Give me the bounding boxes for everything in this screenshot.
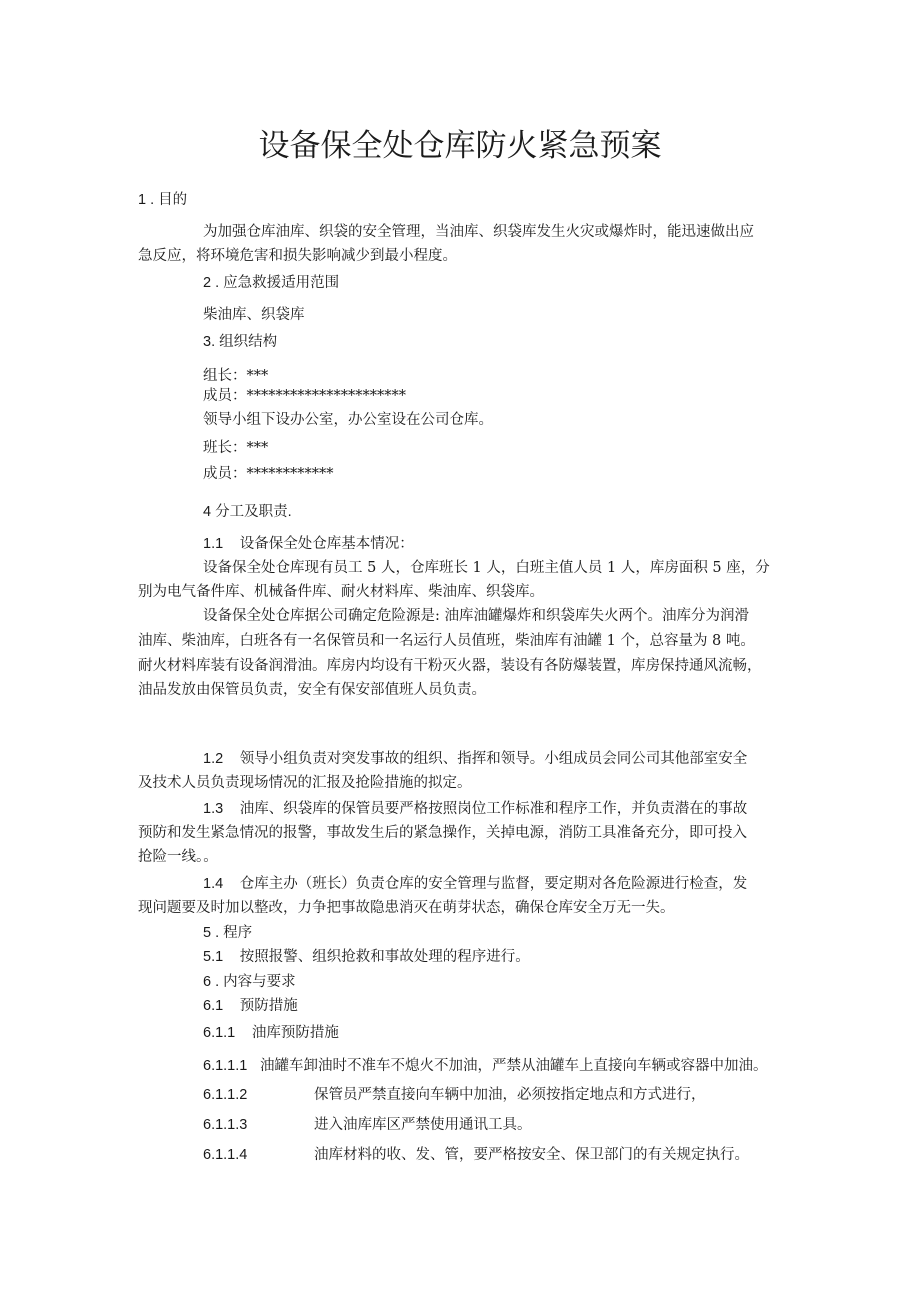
section-4-2-line-1 — [203, 752, 747, 767]
section-6-1-1-1 — [203, 1059, 767, 1074]
section-4-1-p1-line-1: 设备保全处仓库现有员工 5 人，仓库班长 1 人，白班主值人员 1 人，库房面积 5 座，分 — [203, 560, 770, 576]
section-5-heading: 5 . 程序 — [203, 925, 253, 941]
section-4-4-number: 1.4 — [203, 876, 224, 892]
section-6-heading: 6 . 内容与要求 — [203, 974, 296, 990]
section-6-1-1-4-number: 6.1.1.4 — [203, 1147, 248, 1163]
section-6-1-1-4-text: 油库材料的收、发、管，要严格按安全、保卫部门的有关规定执行。 — [314, 1147, 749, 1163]
section-6-1-text: 预防措施 — [239, 998, 298, 1014]
section-6-1-number: 6.1 — [203, 998, 224, 1014]
section-6-1-1-2-text: 保管员严禁直接向车辆中加油，必须按指定地点和方式进行， — [314, 1087, 706, 1103]
section-6-1-1 — [203, 1026, 339, 1041]
section-3-shift-members: 成员：************ — [203, 466, 334, 482]
section-6-1-1-3-number: 6.1.1.3 — [203, 1117, 248, 1133]
section-4-1-p1-line-2: 别为电气备件库、机械备件库、耐火材料库、柴油库、织袋库。 — [138, 584, 544, 600]
section-4-4-line-2: 现问题要及时加以整改，力争把事故隐患消灭在萌芽状态，确保仓库安全万无一失。 — [138, 900, 675, 916]
section-3-heading: 3. 组织结构 — [203, 334, 278, 350]
section-4-3-line-2: 预防和发生紧急情况的报警，事故发生后的紧急操作，关掉电源，消防工具准备充分，即可投入 — [138, 825, 747, 841]
section-5-1-text: 按照报警、组织抢救和事故处理的程序进行。 — [239, 949, 530, 965]
section-4-1-title: 设备保全处仓库基本情况： — [239, 536, 414, 552]
section-6-1 — [203, 999, 298, 1014]
section-6-1-1-1-number: 6.1.1.1 — [203, 1058, 248, 1074]
section-2-heading: 2 . 应急救援适用范围 — [203, 275, 340, 291]
section-4-1-p2-line-3: 耐火材料库装有设备润滑油。库房内均设有干粉灭火器，装设有各防爆装置，库房保持通风流畅， — [138, 658, 762, 674]
section-2-body: 柴油库、织袋库 — [203, 307, 305, 323]
section-4-2-number: 1.2 — [203, 751, 224, 767]
section-1-line-2: 急反应，将环境危害和损失影响减少到最小程度。 — [138, 248, 457, 264]
section-4-1-number: 1.1 — [203, 536, 224, 552]
section-4-3-line-1 — [203, 802, 747, 817]
section-3-leader: 组长：*** — [203, 368, 269, 384]
section-5-1-number: 5.1 — [203, 949, 224, 965]
section-4-3-number: 1.3 — [203, 801, 224, 817]
section-4-heading: 4 分工及职责. — [203, 504, 292, 520]
section-4-3-text: 油库、织袋库的保管员要严格按照岗位工作标准和程序工作，并负责潜在的事故 — [239, 801, 748, 817]
section-4-1-heading — [203, 537, 414, 552]
section-1-heading: 1 . 目的 — [138, 192, 188, 208]
document-title: 设备保全处仓库防火紧急预案 — [258, 128, 662, 164]
section-6-1-1-2-number: 6.1.1.2 — [203, 1087, 248, 1103]
section-4-2-text: 领导小组负责对突发事故的组织、指挥和领导。小组成员会同公司其他部室安全 — [239, 751, 748, 767]
section-4-2-line-2: 及技术人员负责现场情况的汇报及抢险措施的拟定。 — [138, 775, 472, 791]
section-3-members: 成员：********************** — [203, 388, 406, 404]
section-4-4-line-1 — [203, 877, 747, 892]
section-4-3-line-3: 抢险一线。。 — [138, 849, 218, 865]
section-3-shift-leader: 班长：*** — [203, 440, 269, 456]
section-6-1-1-3-text: 进入油库库区严禁使用通讯工具。 — [314, 1117, 532, 1133]
section-1-line-1: 为加强仓库油库、织袋的安全管理，当油库、织袋库发生火灾或爆炸时，能迅速做出应 — [203, 224, 754, 240]
section-6-1-1-text: 油库预防措施 — [251, 1025, 339, 1041]
section-4-1-p2-line-2: 油库、柴油库，白班各有一名保管员和一名运行人员值班，柴油库有油罐 1 个，总容量为 8 吨。 — [138, 633, 755, 649]
section-6-1-1-1-text: 油罐车卸油时不准车不熄火不加油，严禁从油罐车上直接向车辆或容器中加油。 — [259, 1058, 768, 1074]
section-4-1-p2-line-4: 油品发放由保管员负责，安全有保安部值班人员负责。 — [138, 682, 486, 698]
section-6-1-1-number: 6.1.1 — [203, 1025, 236, 1041]
section-4-4-text: 仓库主办（班长）负责仓库的安全管理与监督，要定期对各危险源进行检查，发 — [239, 876, 748, 892]
section-5-1 — [203, 950, 530, 965]
section-4-1-p2-line-1: 设备保全处仓库据公司确定危险源是: 油库油罐爆炸和织袋库失火两个。油库分为润滑 — [203, 608, 749, 624]
section-3-office: 领导小组下设办公室，办公室设在公司仓库。 — [203, 412, 493, 428]
